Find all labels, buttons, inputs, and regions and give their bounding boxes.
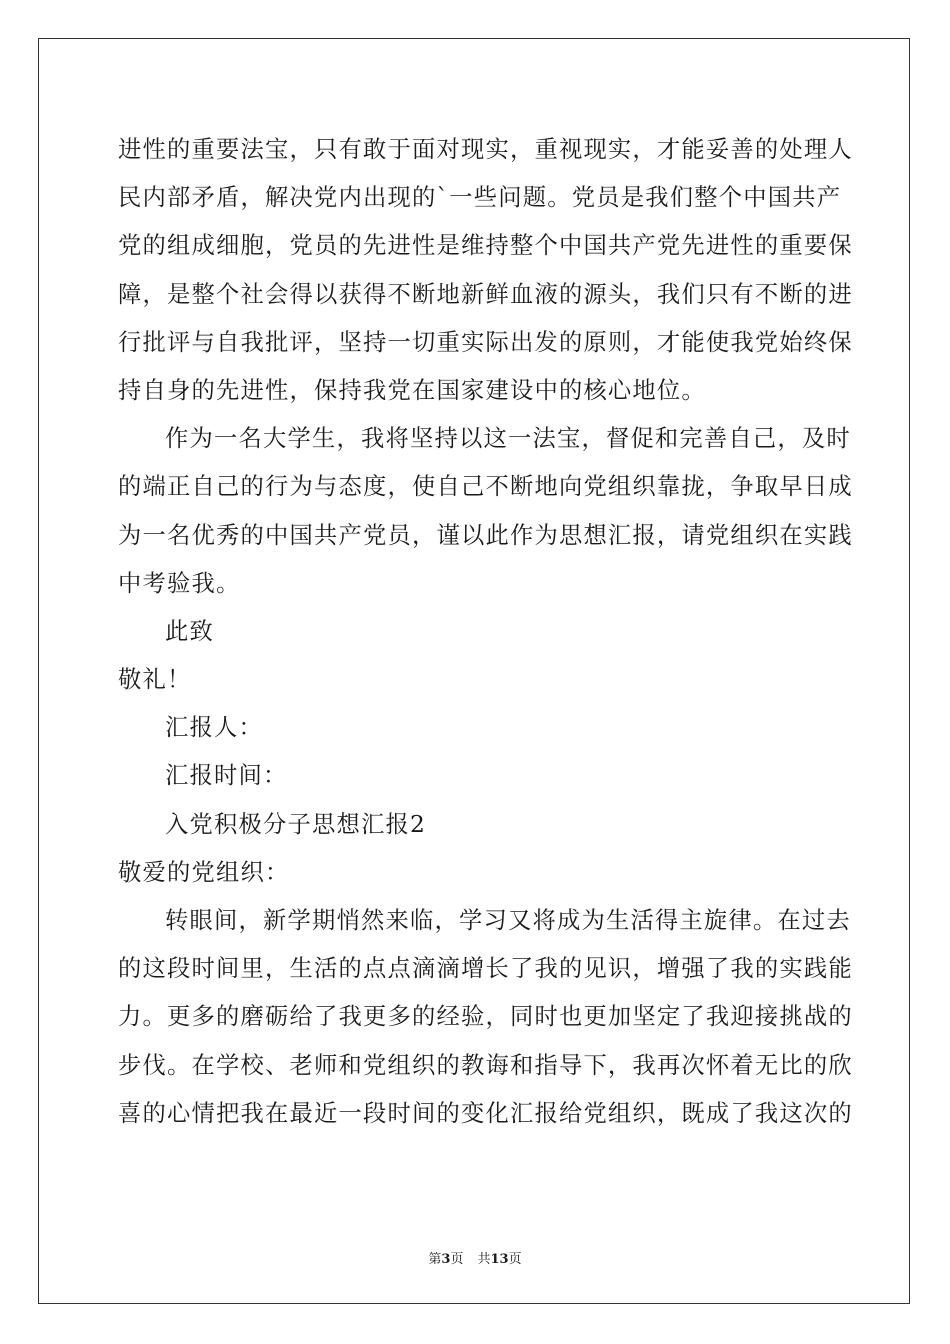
reporter-label: 汇报人： <box>165 714 263 742</box>
page-suffix: 页 <box>450 1252 464 1267</box>
paragraph-line: 作为一名大学生，我将坚持以这一法宝，督促和完善自己，及时 <box>165 425 851 453</box>
paragraph-line: 步伐。在学校、老师和党组织的教诲和指导下，我再次怀着无比的欣 <box>118 1051 853 1079</box>
closing-salutation: 此致 <box>165 617 214 645</box>
page-number: 3 <box>441 1252 451 1267</box>
paragraph-line: 进性的重要法宝，只有敢于面对现实，重视现实，才能妥善的处理人 <box>118 136 853 163</box>
paragraph-line: 行批评与自我批评，坚持一切重实际出发的原则，才能使我党始终保 <box>118 328 853 356</box>
paragraph-line: 民内部矛盾，解决党内出现的`一些问题。党员是我们整个中国共产 <box>118 184 842 212</box>
paragraph-line: 喜的心情把我在最近一段时间的变化汇报给党组织，既成了我这次的 <box>118 1099 853 1127</box>
paragraph-line: 党的组成细胞，党员的先进性是维持整个中国共产党先进性的重要保 <box>118 232 853 260</box>
total-suffix: 页 <box>508 1252 522 1267</box>
paragraph-line: 力。更多的磨砺给了我更多的经验，同时也更加坚定了我迎接挑战的 <box>118 1003 853 1031</box>
document-body <box>118 126 853 1138</box>
report-time-label: 汇报时间： <box>165 762 288 790</box>
paragraph-line: 为一名优秀的中国共产党员，谨以此作为思想汇报，请党组织在实践 <box>118 521 853 549</box>
total-pages: 13 <box>490 1252 509 1267</box>
page-prefix: 第 <box>428 1252 442 1267</box>
paragraph-line: 的端正自己的行为与态度，使自己不断地向党组织靠拢，争取早日成 <box>118 473 853 501</box>
paragraph-line: 中考验我。 <box>118 569 241 597</box>
greeting: 敬爱的党组织： <box>118 858 290 886</box>
section-title: 入党积极分子思想汇报2 <box>165 810 426 838</box>
paragraph-line: 转眼间，新学期悄然来临，学习又将成为生活得主旋律。在过去 <box>165 907 851 934</box>
total-prefix: 共 <box>477 1252 491 1267</box>
closing-regards: 敬礼！ <box>118 666 192 694</box>
paragraph-line: 持自身的先进性，保持我党在国家建设中的核心地位。 <box>118 376 706 404</box>
paragraph-line: 障，是整个社会得以获得不断地新鲜血液的源头，我们只有不断的进 <box>118 280 853 308</box>
paragraph-line: 的这段时间里，生活的点点滴滴增长了我的见识，增强了我的实践能 <box>118 955 853 983</box>
page-footer <box>0 1248 950 1267</box>
